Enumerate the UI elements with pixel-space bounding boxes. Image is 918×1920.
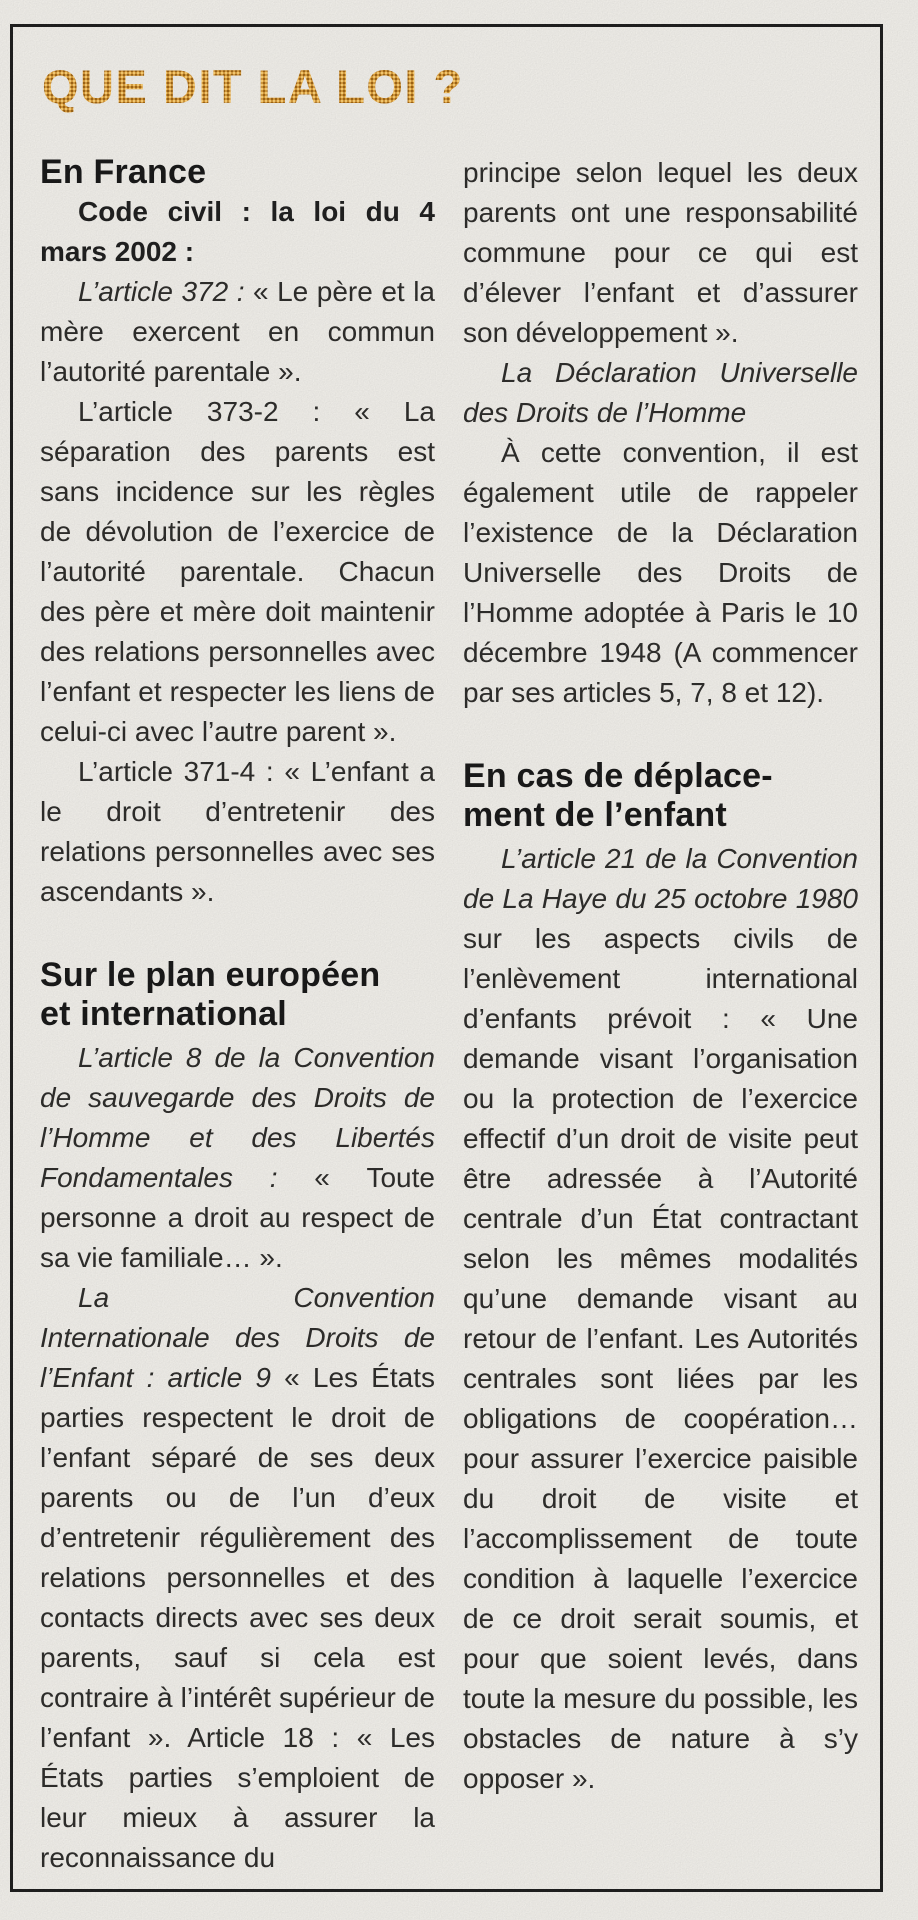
cide-quote: « Les États parties respectent le droit de l’enfant séparé de ses deux parents ou de l’un d’eux d’entretenir régulièrement des relations personnelles et des contacts directs avec ses deux parents, sauf si cela est contraire à l’intérêt supérieur de l’enfant ». Article 18 : « Les États parties s’emploient de leur mieux à assurer la reconnaissance du: [40, 1362, 435, 1873]
para-article-371-4: L’article 371-4 : « L’enfant a le droit d’entretenir des relations personnelles avec ses ascendants ».: [40, 756, 435, 907]
article-372-reference: L’article 372 :: [78, 276, 245, 307]
para-article-373-2: L’article 373-2 : « La séparation des parents est sans incidence sur les règles de dévolution de l’exercice de l’autorité parentale. Chacun des père et mère doit maintenir des relations personnelles avec l’enfant et respecter les liens de celui-ci avec l’autre parent ».: [40, 396, 435, 747]
two-column-layout: [40, 153, 858, 1878]
article-8-reference: L’article 8 de la Convention de sauvegarde des Droits de l’Homme et des Libertés Fondamentales :: [40, 1042, 435, 1193]
para-article-372: [40, 272, 435, 392]
para-article-21-la-haye: [463, 839, 858, 1799]
article-8-quote: « Toute personne a droit au respect de sa vie familiale… ».: [40, 1162, 435, 1273]
left-column: [40, 153, 435, 1878]
page-title: QUE DIT LA LOI ?: [42, 61, 858, 113]
para-code-civil: Code civil : la loi du 4 mars 2002 :: [40, 196, 435, 267]
declaration-reference: La Déclaration Universelle des Droits de l’Homme: [463, 357, 858, 428]
article-21-quote: sur les aspects civils de l’enlèvement international d’enfants prévoit : « Une demande visant l’organisation ou la protection de l’exercice effectif d’un droit de visite peut être adressée à l’Autorité centrale d’un État contractant selon les mêmes modalités qu’une demande visant au retour de l’enfant. Les Autorités centrales sont liées par les obligations de coopération… pour assurer l’exercice paisible du droit de visite et l’accomplissement de toute condition à laquelle l’exercice de ce droit serait soumis, et pour que soient levés, dans toute la mesure du possible, les obstacles de nature à s’y opposer ».: [463, 923, 858, 1794]
para-cide-article-9: [40, 1278, 435, 1878]
para-continuation-responsabilite: principe selon lequel les deux parents ont une responsabilité commune pour ce qui est d’élever l’enfant et d’assurer son développement ».: [463, 157, 858, 348]
section-heading-plan-europeen: Sur le plan européen et international: [40, 956, 381, 1033]
section-heading-en-france: En France: [40, 153, 207, 191]
article-372-quote: « Le père et la mère exercent en commun l’autorité parentale ».: [40, 276, 435, 387]
section-heading-deplacement-enfant: En cas de déplace- ment de l’enfant: [463, 757, 773, 834]
para-convention-1948: À cette convention, il est également utile de rappeler l’existence de la Déclaration Universelle des Droits de l’Homme adoptée à Paris le 10 décembre 1948 (A commencer par ses articles 5, 7, 8 et 12).: [463, 437, 858, 708]
para-article-8-cedh: [40, 1038, 435, 1278]
para-declaration-universelle: [463, 353, 858, 433]
law-sidebar-box: [10, 24, 883, 1892]
article-21-reference: L’article 21 de la Convention de La Haye du 25 octobre 1980: [463, 843, 858, 914]
right-column: [463, 153, 858, 1878]
cide-reference: La Convention Internationale des Droits de l’Enfant : article 9: [40, 1282, 435, 1393]
